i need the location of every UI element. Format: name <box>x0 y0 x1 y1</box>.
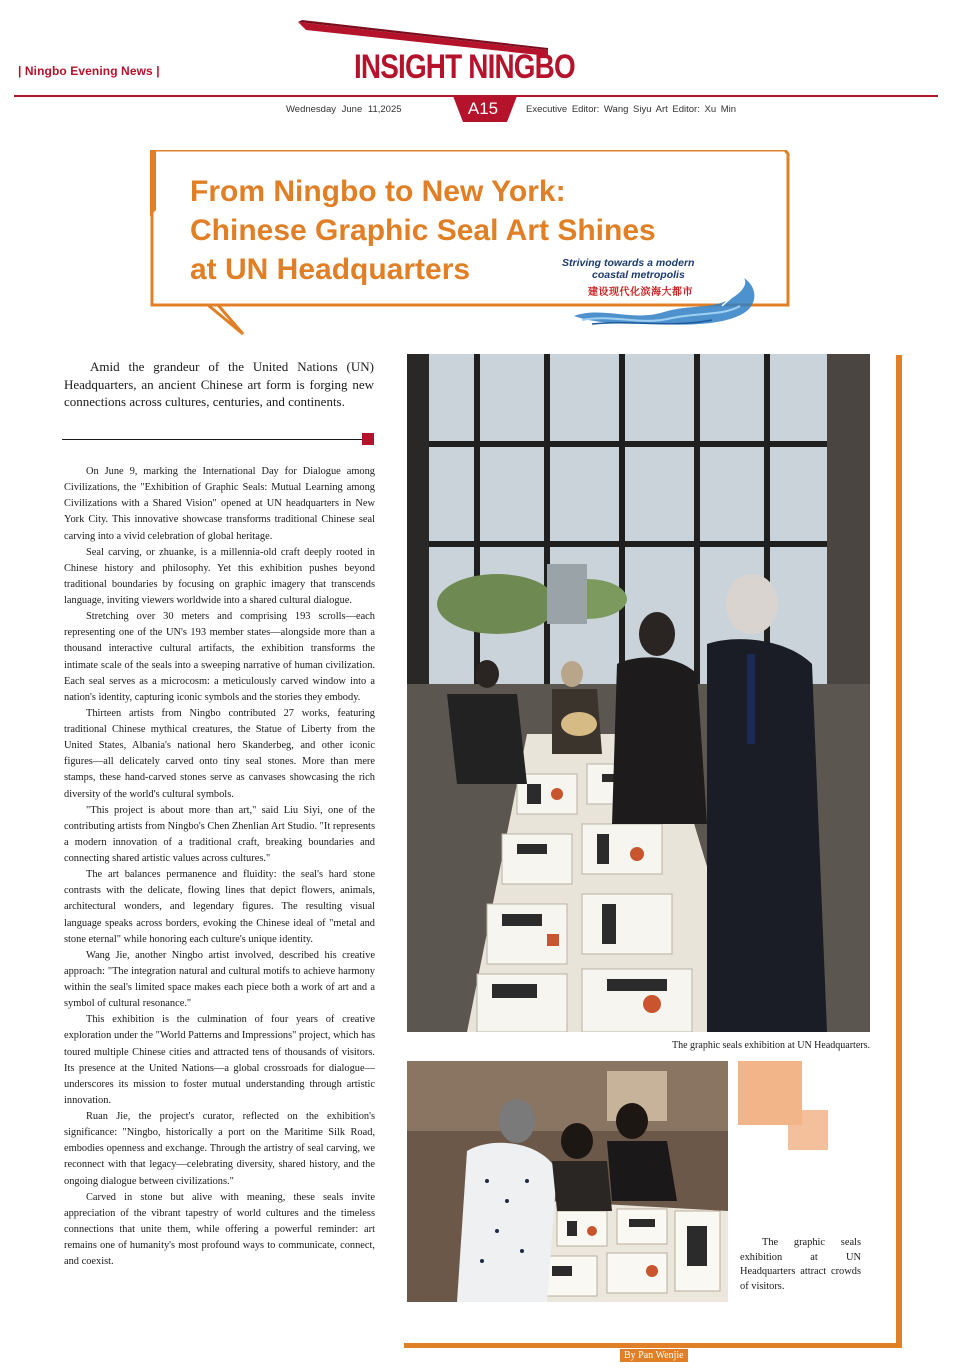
body-paragraph: Carved in stone but alive with meaning, these seals invite appreciation of the vibrant tapestry of world cultures and the timeless connections that unite them, while offering a powerful reminder: art remains one of humanity's most profound ways to communicate, connect, and coexist. <box>64 1191 375 1268</box>
lead-divider <box>62 439 362 440</box>
photo-caption-main: The graphic seals exhibition at UN Headquarters. <box>672 1040 870 1051</box>
paper-name: | Ningbo Evening News | <box>18 64 160 78</box>
slogan-english-line-1: Striving towards a modern <box>562 257 695 269</box>
body-paragraph: Seal carving, or zhuanke, is a millennia-old craft deeply rooted in Chinese history and philosophy. Yet this exhibition pushes beyond traditional boundaries by focusing on graphic imagery that transcends language, inviting viewers worldwide into a shared cultural dialogue. <box>64 546 375 606</box>
issue-date: Wednesday June 11,2025 <box>286 104 402 115</box>
article-body <box>64 464 375 1270</box>
exhibition-photo-visitors <box>407 1061 728 1302</box>
photo-frame-bottom-bar <box>404 1343 902 1348</box>
headline-line-1: From Ningbo to New York: <box>190 175 566 208</box>
headline-line-3: at UN Headquarters <box>190 253 471 286</box>
photo-credit: By Pan Wenjie <box>620 1349 688 1362</box>
body-paragraph: On June 9, marking the International Day for Dialogue among Civilizations, the "Exhibition of Graphic Seals: Mutual Learning among Civilizations with a Shared Vision" opened at UN headquarters in New York City. This innovative showcase transforms traditional Chinese seal carving into a vivid celebration of global heritage. <box>64 466 375 542</box>
editor-credits: Executive Editor: Wang Siyu Art Editor: Xu Min <box>526 104 737 115</box>
decorative-square <box>788 1110 828 1150</box>
body-paragraph: This exhibition is the culmination of four years of creative exploration under the "World Patterns and Impressions" project, which has toured multiple Chinese cities and attracted tens of thousands of visitors. Its presence at the United Nations—a global crossroads for dialogue—underscores its mission to foster mutual understanding through artistic innovation. <box>64 1014 375 1106</box>
lead-paragraph: Amid the grandeur of the United Nations (UN) Headquarters, an ancient Chinese art form is forging new connections across cultures, centuries, and continents. <box>64 359 374 409</box>
exhibition-photo-main <box>407 354 870 1032</box>
page-number: A15 <box>467 99 499 118</box>
headline-line-2: Chinese Graphic Seal Art Shines <box>190 214 656 247</box>
body-paragraph: Ruan Jie, the project's curator, reflected on the exhibition's significance: "Ningbo, historically a port on the Maritime Silk Road, embodies openness and exchange. Through the artistry of seal carving, we reconnect with that legacy—celebrating diversity, shared history, and the ongoing dialogue between civilizations." <box>64 1111 375 1187</box>
slogan-chinese: 建设现代化滨海大都市 <box>588 287 693 298</box>
body-paragraph: The art balances permanence and fluidity: the seal's hard stone contrasts with the delicate, flowing lines that depict flowers, animals, architectural wonders, and legendary figures. The resulting visual language speaks across borders, evoking the Chinese ideal of "metal and stone eternal" while honoring each culture's unique identity. <box>64 869 375 945</box>
body-paragraph: Thirteen artists from Ningbo contributed 27 works, featuring traditional Chinese mythical creatures, the Statue of Liberty from the United States, Albania's national hero Skanderbeg, and other iconic figures—all delicately carved onto tiny seal stones. More than mere stamps, these hand-carved stones serve as canvases showcasing the rich diversity of the world's cultural symbols. <box>64 707 375 800</box>
photo-caption-visitors: The graphic seals exhibition at UN Headquarters attract crowds of visitors. <box>740 1237 861 1292</box>
section-brand: INSIGHT NINGBO <box>354 48 575 86</box>
slogan-english <box>562 257 712 281</box>
body-paragraph: Wang Jie, another Ningbo artist involved, described his creative approach: "The integration natural and cultural motifs to achieve harmony within the seal's limited space makes each piece both a work of art and a symbol of cultural resonance." <box>64 949 375 1010</box>
slogan-english-line-2: coastal metropolis <box>592 269 685 281</box>
photo-frame-right-bar <box>896 355 902 1348</box>
lead-divider-square <box>362 433 374 445</box>
body-paragraph: Stretching over 30 meters and comprising 193 scrolls—each representing one of the UN's 193 member states—alongside more than a thousand interactive cultural artifacts, the exhibition transforms the intimate scale of the seals into a sweeping narrative of human civilization. Each seal serves as a microcosm: a meticulously carved window into a nation's identity, capturing iconic symbols and the stories they embody. <box>64 611 375 703</box>
body-paragraph: "This project is about more than art," said Liu Siyi, one of the contributing artists from Ningbo's Chen Zhenlian Art Studio. "It represents a modern innovation of a traditional craft, breaking boundaries and connecting shared artistic values across cultures." <box>64 804 375 864</box>
